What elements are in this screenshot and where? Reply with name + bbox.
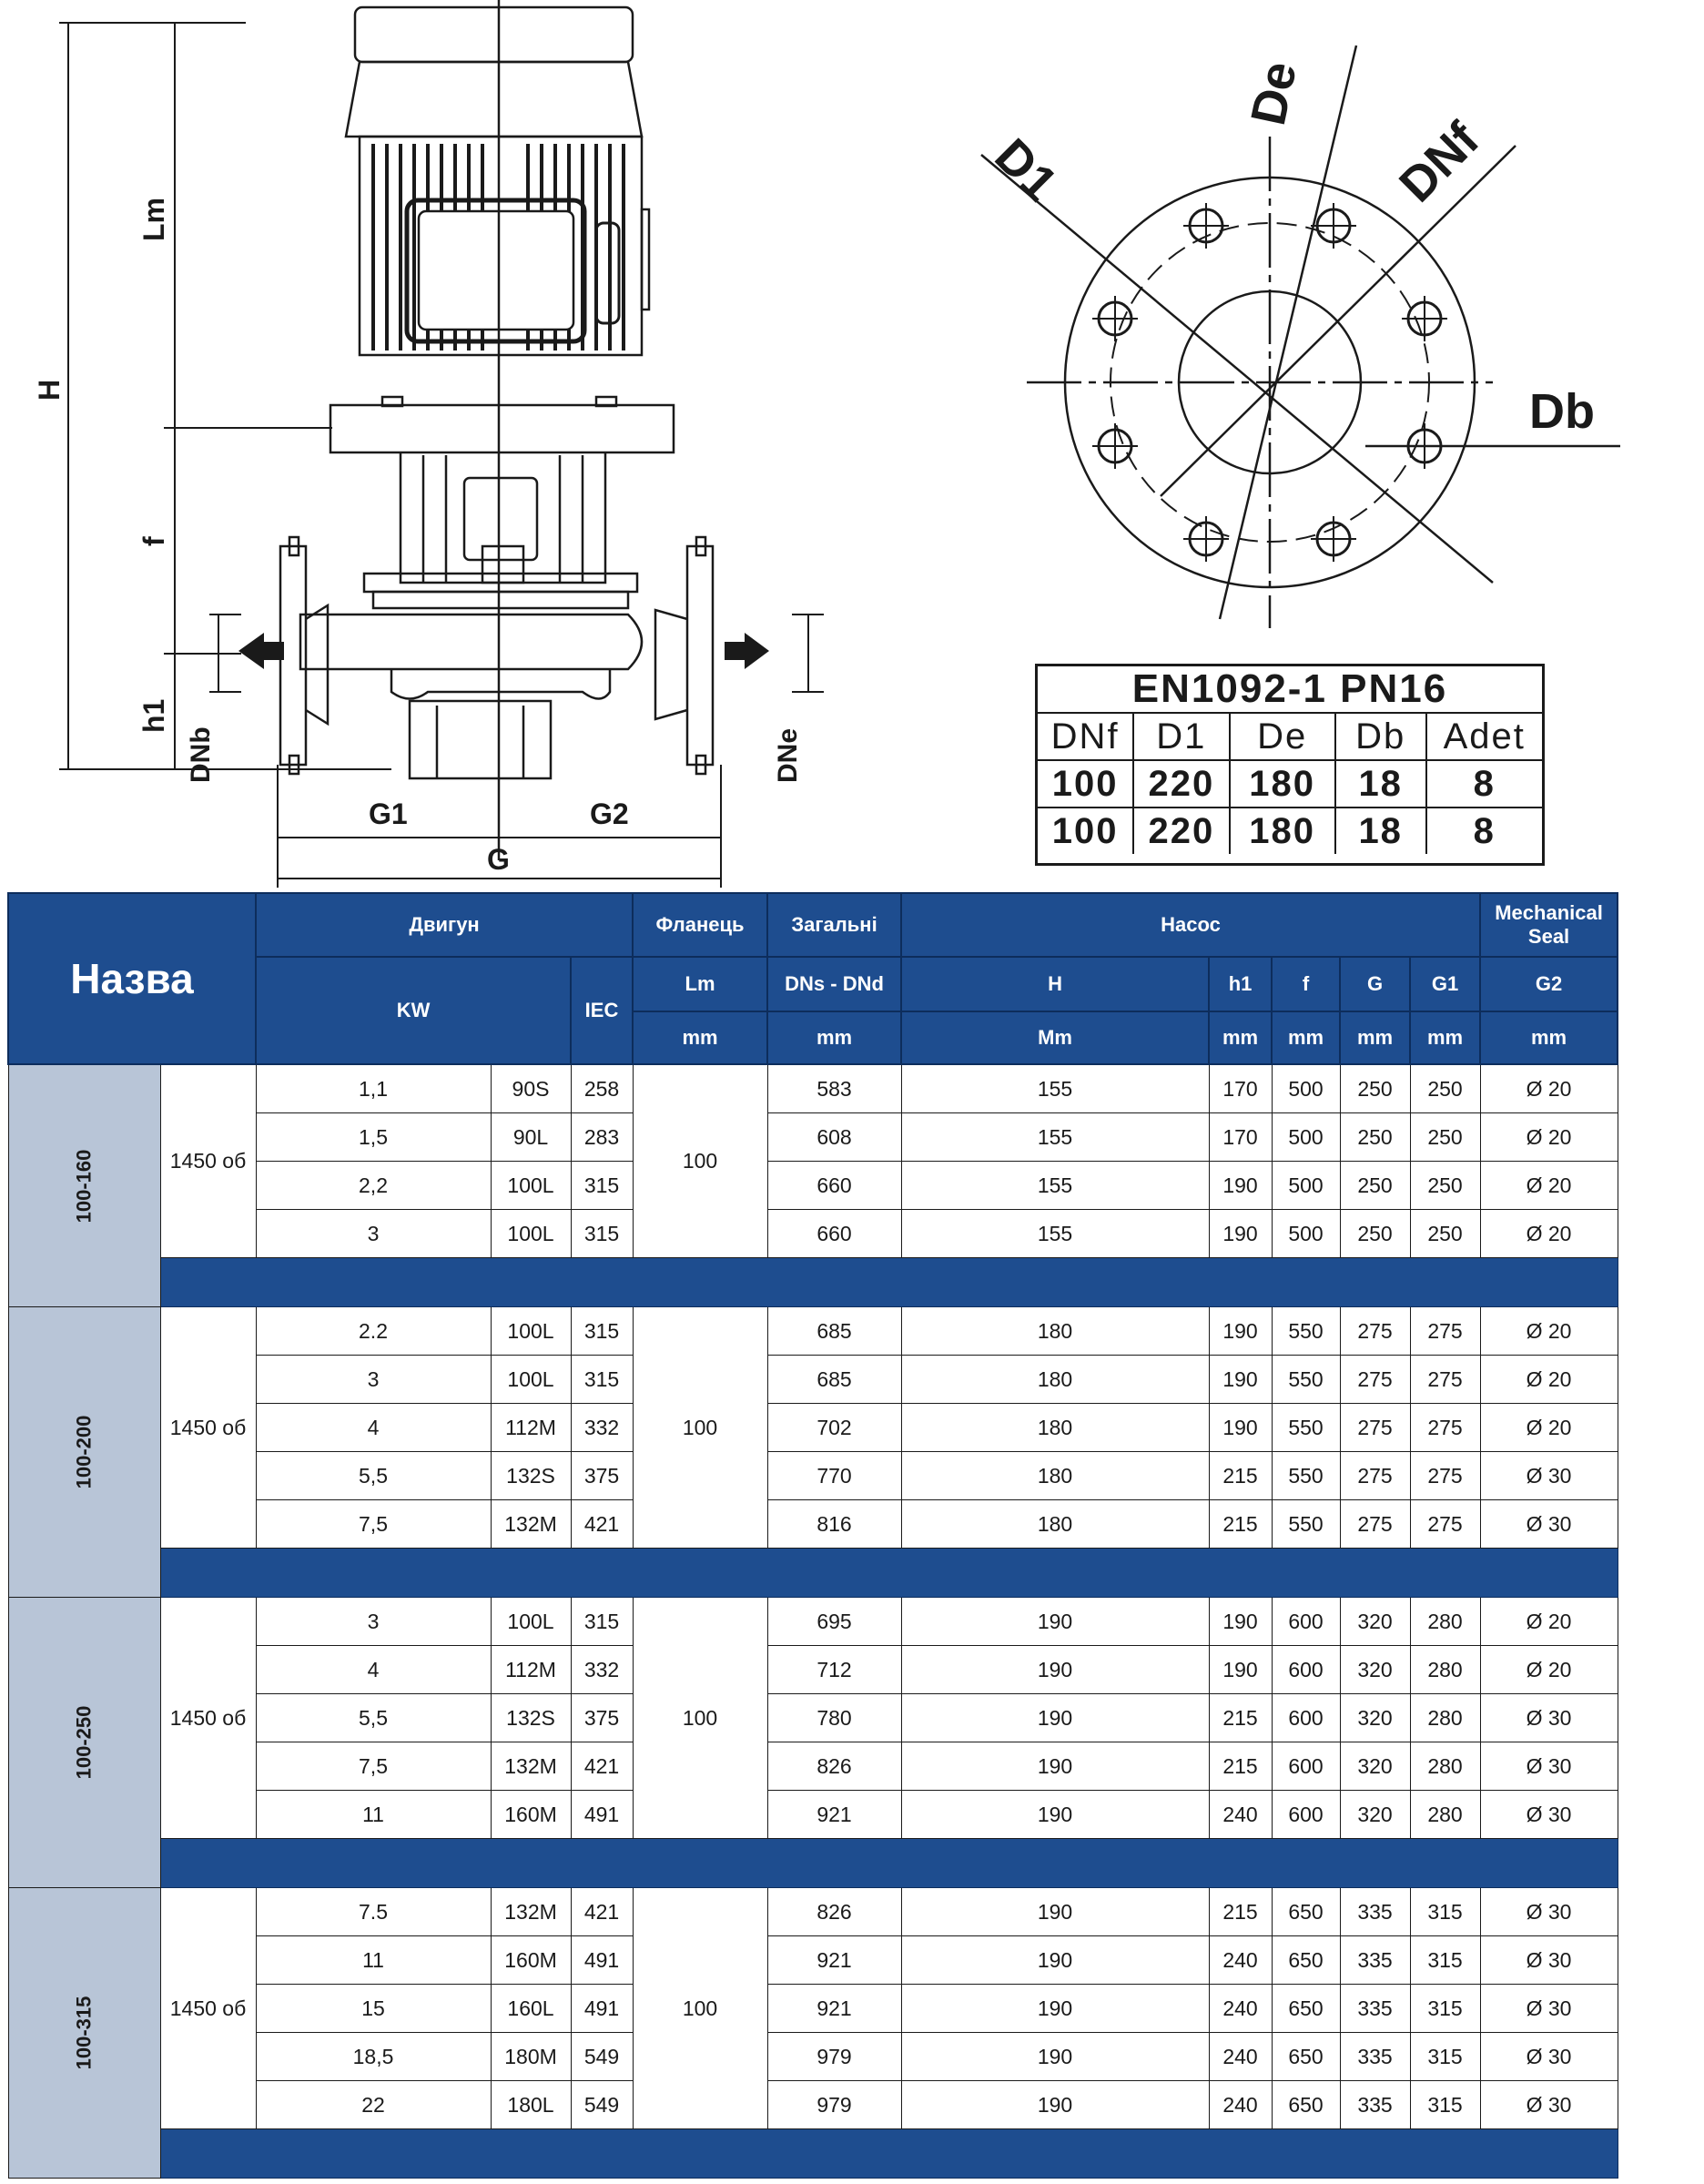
g-cell: 600 xyxy=(1272,1742,1340,1791)
kw-cell: 11 xyxy=(256,1936,491,1985)
h-cell: 695 xyxy=(767,1598,901,1646)
impeller-cell: Ø 30 xyxy=(1480,1742,1618,1791)
f-cell: 215 xyxy=(1209,1500,1272,1549)
header-pump: Насос xyxy=(901,893,1480,957)
iec-cell: 132S xyxy=(491,1452,571,1500)
impeller-cell: Ø 20 xyxy=(1480,1356,1618,1404)
kw-cell: 22 xyxy=(256,2081,491,2129)
speed-cell: 1450 об xyxy=(160,1064,256,1258)
f-cell: 190 xyxy=(1209,1598,1272,1646)
kw-cell: 5,5 xyxy=(256,1452,491,1500)
g-cell: 600 xyxy=(1272,1694,1340,1742)
h-cell: 702 xyxy=(767,1404,901,1452)
kw-cell: 1,5 xyxy=(256,1113,491,1162)
flange-header-d1: D1 xyxy=(1133,714,1229,760)
h-cell: 826 xyxy=(767,1742,901,1791)
iec-cell: 160L xyxy=(491,1985,571,2033)
g-cell: 550 xyxy=(1272,1307,1340,1356)
series-name: 100-315 xyxy=(72,1996,96,2070)
speed-cell: 1450 об xyxy=(160,1598,256,1839)
iec-cell: 132S xyxy=(491,1694,571,1742)
g2-cell: 280 xyxy=(1410,1694,1480,1742)
g1-cell: 275 xyxy=(1340,1356,1410,1404)
lm-cell: 315 xyxy=(571,1307,633,1356)
g-cell: 550 xyxy=(1272,1404,1340,1452)
h1-cell: 190 xyxy=(901,1888,1209,1936)
g2-cell: 250 xyxy=(1410,1064,1480,1113)
separator-bar xyxy=(160,2129,1618,2179)
kw-cell: 5,5 xyxy=(256,1694,491,1742)
g2-cell: 315 xyxy=(1410,1936,1480,1985)
header-g2: G2 xyxy=(1480,957,1618,1011)
header-dns: DNs - DNd xyxy=(767,957,901,1011)
g-cell: 500 xyxy=(1272,1210,1340,1258)
group-separator xyxy=(8,1839,1618,1888)
flange-cell: 180 xyxy=(1230,808,1335,854)
impeller-cell: Ø 30 xyxy=(1480,1936,1618,1985)
g2-cell: 275 xyxy=(1410,1452,1480,1500)
g-cell: 600 xyxy=(1272,1598,1340,1646)
g-cell: 650 xyxy=(1272,1888,1340,1936)
iec-cell: 100L xyxy=(491,1210,571,1258)
flange-cell: 220 xyxy=(1133,760,1229,808)
flange-cell: 220 xyxy=(1133,808,1229,854)
h1-cell: 190 xyxy=(901,1936,1209,1985)
flange-cell: 18 xyxy=(1335,760,1426,808)
speed-cell: 1450 об xyxy=(160,1307,256,1549)
g1-cell: 275 xyxy=(1340,1500,1410,1549)
group-separator xyxy=(8,1549,1618,1598)
g2-cell: 315 xyxy=(1410,2081,1480,2129)
speed-cell: 1450 об xyxy=(160,1888,256,2129)
specs-body xyxy=(8,1064,1618,2179)
h-cell: 583 xyxy=(767,1064,901,1113)
lm-cell: 375 xyxy=(571,1452,633,1500)
g-cell: 650 xyxy=(1272,1936,1340,1985)
g2-cell: 250 xyxy=(1410,1162,1480,1210)
flange-face xyxy=(981,46,1620,628)
f-cell: 170 xyxy=(1209,1113,1272,1162)
iec-cell: 132M xyxy=(491,1742,571,1791)
flange-cell: 18 xyxy=(1335,808,1426,854)
g1-cell: 320 xyxy=(1340,1646,1410,1694)
header-name: Назва xyxy=(8,893,256,1064)
g2-cell: 315 xyxy=(1410,1888,1480,1936)
flange-header-adet: Adet xyxy=(1426,714,1542,760)
lm-cell: 491 xyxy=(571,1985,633,2033)
iec-cell: 100L xyxy=(491,1598,571,1646)
iec-cell: 180L xyxy=(491,2081,571,2129)
lm-cell: 332 xyxy=(571,1404,633,1452)
g1-cell: 250 xyxy=(1340,1162,1410,1210)
iec-cell: 112M xyxy=(491,1404,571,1452)
g1-cell: 275 xyxy=(1340,1307,1410,1356)
h1-cell: 155 xyxy=(901,1064,1209,1113)
flange-header-db: Db xyxy=(1335,714,1426,760)
pump-volute xyxy=(300,615,642,669)
f-cell: 190 xyxy=(1209,1307,1272,1356)
table-row xyxy=(8,1064,1618,1113)
g2-cell: 275 xyxy=(1410,1356,1480,1404)
impeller-cell: Ø 30 xyxy=(1480,2033,1618,2081)
h-cell: 660 xyxy=(767,1210,901,1258)
kw-cell: 18,5 xyxy=(256,2033,491,2081)
g2-cell: 315 xyxy=(1410,1985,1480,2033)
dn-cell: 100 xyxy=(633,1888,767,2129)
header-kw: KW xyxy=(256,957,571,1064)
impeller-cell: Ø 20 xyxy=(1480,1404,1618,1452)
g-cell: 650 xyxy=(1272,1985,1340,2033)
dn-cell: 100 xyxy=(633,1598,767,1839)
lm-cell: 549 xyxy=(571,2033,633,2081)
inlet-arrow-icon xyxy=(745,633,769,669)
flange-cell: 8 xyxy=(1426,808,1542,854)
g1-cell: 335 xyxy=(1340,1936,1410,1985)
iec-cell: 112M xyxy=(491,1646,571,1694)
h1-cell: 180 xyxy=(901,1307,1209,1356)
dim-G2-label: G2 xyxy=(590,797,629,830)
h-cell: 660 xyxy=(767,1162,901,1210)
unit-g: mm xyxy=(1340,1011,1410,1064)
right-flange xyxy=(687,546,713,765)
g2-cell: 280 xyxy=(1410,1598,1480,1646)
technical-drawing xyxy=(0,0,1624,892)
g-cell: 650 xyxy=(1272,2033,1340,2081)
h-cell: 608 xyxy=(767,1113,901,1162)
iec-cell: 180M xyxy=(491,2033,571,2081)
lm-cell: 315 xyxy=(571,1210,633,1258)
separator-bar xyxy=(160,1549,1618,1598)
f-cell: 190 xyxy=(1209,1646,1272,1694)
dn-cell: 100 xyxy=(633,1307,767,1549)
series-name: 100-250 xyxy=(72,1705,96,1780)
f-cell: 190 xyxy=(1209,1356,1272,1404)
iec-cell: 160M xyxy=(491,1936,571,1985)
group-separator xyxy=(8,1258,1618,1307)
dim-DNb-label: DNb xyxy=(186,726,216,783)
lm-cell: 332 xyxy=(571,1646,633,1694)
unit-g1: mm xyxy=(1410,1011,1480,1064)
header-flange: Фланець xyxy=(633,893,767,957)
h1-cell: 155 xyxy=(901,1113,1209,1162)
g1-cell: 335 xyxy=(1340,1985,1410,2033)
f-cell: 190 xyxy=(1209,1404,1272,1452)
group-separator xyxy=(8,2129,1618,2179)
series-name-cell xyxy=(8,1064,160,1307)
series-name-cell xyxy=(8,1307,160,1598)
lm-cell: 315 xyxy=(571,1162,633,1210)
g-cell: 500 xyxy=(1272,1064,1340,1113)
dim-h1-label: h1 xyxy=(137,698,170,733)
h1-cell: 190 xyxy=(901,1694,1209,1742)
motor-cap xyxy=(355,7,633,62)
impeller-cell: Ø 20 xyxy=(1480,1113,1618,1162)
g-cell: 550 xyxy=(1272,1356,1340,1404)
dim-G1-label: G1 xyxy=(369,797,408,830)
h1-cell: 180 xyxy=(901,1356,1209,1404)
lm-cell: 258 xyxy=(571,1064,633,1113)
kw-cell: 4 xyxy=(256,1404,491,1452)
table-row xyxy=(8,1888,1618,1936)
motor-flange xyxy=(330,405,674,452)
dn-cell: 100 xyxy=(633,1064,767,1258)
f-cell: 240 xyxy=(1209,1791,1272,1839)
h1-cell: 180 xyxy=(901,1404,1209,1452)
g1-cell: 250 xyxy=(1340,1210,1410,1258)
impeller-cell: Ø 20 xyxy=(1480,1598,1618,1646)
kw-cell: 3 xyxy=(256,1598,491,1646)
g2-cell: 275 xyxy=(1410,1404,1480,1452)
flange-standard-title: EN1092-1 PN16 xyxy=(1038,666,1542,714)
dim-f-label: f xyxy=(137,536,170,546)
h-cell: 921 xyxy=(767,1791,901,1839)
g2-cell: 280 xyxy=(1410,1791,1480,1839)
g2-cell: 280 xyxy=(1410,1742,1480,1791)
iec-cell: 90L xyxy=(491,1113,571,1162)
unit-h: Mm xyxy=(901,1011,1209,1064)
dim-H-label: H xyxy=(33,379,66,401)
g2-cell: 275 xyxy=(1410,1307,1480,1356)
impeller-cell: Ø 30 xyxy=(1480,1888,1618,1936)
h-cell: 921 xyxy=(767,1936,901,1985)
left-flange xyxy=(280,546,306,765)
flange-cell: 8 xyxy=(1426,760,1542,808)
lm-cell: 491 xyxy=(571,1936,633,1985)
f-cell: 240 xyxy=(1209,1985,1272,2033)
DNf-label: DNf xyxy=(1389,112,1490,213)
g2-cell: 280 xyxy=(1410,1646,1480,1694)
g1-cell: 250 xyxy=(1340,1113,1410,1162)
h-cell: 685 xyxy=(767,1356,901,1404)
header-h: H xyxy=(901,957,1209,1011)
kw-cell: 2,2 xyxy=(256,1162,491,1210)
kw-cell: 15 xyxy=(256,1985,491,2033)
g1-cell: 335 xyxy=(1340,2081,1410,2129)
impeller-cell: Ø 30 xyxy=(1480,1452,1618,1500)
kw-cell: 7,5 xyxy=(256,1500,491,1549)
g1-cell: 320 xyxy=(1340,1694,1410,1742)
flange-row xyxy=(1038,760,1542,808)
h-cell: 826 xyxy=(767,1888,901,1936)
g1-cell: 320 xyxy=(1340,1742,1410,1791)
h-cell: 685 xyxy=(767,1307,901,1356)
g1-cell: 320 xyxy=(1340,1791,1410,1839)
h1-cell: 180 xyxy=(901,1452,1209,1500)
lm-cell: 375 xyxy=(571,1694,633,1742)
h1-cell: 190 xyxy=(901,1985,1209,2033)
kw-cell: 3 xyxy=(256,1356,491,1404)
h1-cell: 190 xyxy=(901,2033,1209,2081)
h-cell: 921 xyxy=(767,1985,901,2033)
g1-cell: 275 xyxy=(1340,1452,1410,1500)
f-cell: 215 xyxy=(1209,1742,1272,1791)
kw-cell: 7.5 xyxy=(256,1888,491,1936)
g2-cell: 250 xyxy=(1410,1113,1480,1162)
lm-cell: 315 xyxy=(571,1598,633,1646)
header-f: f xyxy=(1272,957,1340,1011)
Db-label: Db xyxy=(1529,384,1595,439)
lm-cell: 421 xyxy=(571,1888,633,1936)
h1-cell: 190 xyxy=(901,2081,1209,2129)
h1-cell: 190 xyxy=(901,1742,1209,1791)
lm-cell: 315 xyxy=(571,1356,633,1404)
g1-cell: 335 xyxy=(1340,1888,1410,1936)
h-cell: 770 xyxy=(767,1452,901,1500)
h1-cell: 190 xyxy=(901,1791,1209,1839)
iec-cell: 160M xyxy=(491,1791,571,1839)
g2-cell: 275 xyxy=(1410,1500,1480,1549)
pump-specs-table: Назва Двигун Фланець Загальні Насос Mechanical Seal KW IEC Lm DNs - DNd H h1 f G G1 G2 Nominal Impeller Diameter mm mm Mm mm mm mm mm mm 100-160 1450 об 1,1 90S 258 100 583 155 170 500 250 250 Ø 20 1,5 90L 283 608 155 170 500 250 250 Ø 20 2,2 100L 315 660 155 190 500 250 250 Ø 20 3 100L 315 660 155 190 500 250 250 Ø 20 100-200 1450 об 2.2 100L 315 100 685 180 190 550 275 275 Ø 20 3 100L 315 685 180 190 550 275 275 Ø 20 4 112M 332 702 180 190 550 275 275 Ø 20 5,5 132S 375 770 180 215 550 275 275 Ø 30 7,5 132M 421 816 180 215 550 275 275 Ø 30 100-250 1450 об 3 100L 315 100 695 190 190 600 320 280 Ø 20 4 112M 332 712 190 190 600 320 280 Ø 20 5,5 132S 375 780 190 215 600 320 280 Ø 30 7,5 132M 421 826 190 215 600 320 280 Ø 30 11 160M 491 921 190 240 600 320 280 Ø 30 100-315 1450 об 7.5 132M 421 100 826 190 215 650 335 315 Ø 30 11 160M 491 921 190 240 650 335 315 Ø 30 15 160L 491 921 190 240 650 335 315 Ø 30 18,5 180M 549 979 190 240 650 335 315 Ø 30 22 180L 549 979 190 240 650 335 315 Ø 30 xyxy=(7,892,1618,2179)
dim-G-label: G xyxy=(487,843,510,876)
g1-cell: 335 xyxy=(1340,2033,1410,2081)
impeller-cell: Ø 30 xyxy=(1480,1500,1618,1549)
h1-cell: 155 xyxy=(901,1210,1209,1258)
g-cell: 600 xyxy=(1272,1791,1340,1839)
header-g: G xyxy=(1340,957,1410,1011)
impeller-cell: Ø 20 xyxy=(1480,1162,1618,1210)
g1-cell: 250 xyxy=(1340,1064,1410,1113)
kw-cell: 7,5 xyxy=(256,1742,491,1791)
kw-cell: 2.2 xyxy=(256,1307,491,1356)
f-cell: 215 xyxy=(1209,1694,1272,1742)
iec-cell: 100L xyxy=(491,1307,571,1356)
header-g1: G1 xyxy=(1410,957,1480,1011)
g-cell: 650 xyxy=(1272,2081,1340,2129)
g1-cell: 275 xyxy=(1340,1404,1410,1452)
unit-lm: mm xyxy=(633,1011,767,1064)
separator-bar xyxy=(160,1839,1618,1888)
g-cell: 600 xyxy=(1272,1646,1340,1694)
impeller-cell: Ø 20 xyxy=(1480,1210,1618,1258)
f-cell: 240 xyxy=(1209,1936,1272,1985)
f-cell: 240 xyxy=(1209,2033,1272,2081)
flange-header-dnf: DNf xyxy=(1038,714,1133,760)
header-h1: h1 xyxy=(1209,957,1272,1011)
lm-cell: 421 xyxy=(571,1742,633,1791)
lm-cell: 549 xyxy=(571,2081,633,2129)
f-cell: 170 xyxy=(1209,1064,1272,1113)
kw-cell: 11 xyxy=(256,1791,491,1839)
h-cell: 979 xyxy=(767,2081,901,2129)
iec-cell: 132M xyxy=(491,1500,571,1549)
header-iec: IEC xyxy=(571,957,633,1064)
f-cell: 240 xyxy=(1209,2081,1272,2129)
header-lm: Lm xyxy=(633,957,767,1011)
g-cell: 500 xyxy=(1272,1162,1340,1210)
flange-header-de: De xyxy=(1230,714,1335,760)
unit-g2: mm xyxy=(1480,1011,1618,1064)
table-row xyxy=(8,1598,1618,1646)
h1-cell: 180 xyxy=(901,1500,1209,1549)
f-cell: 215 xyxy=(1209,1452,1272,1500)
g1-cell: 320 xyxy=(1340,1598,1410,1646)
kw-cell: 3 xyxy=(256,1210,491,1258)
impeller-cell: Ø 20 xyxy=(1480,1307,1618,1356)
series-name: 100-160 xyxy=(72,1149,96,1223)
impeller-cell: Ø 30 xyxy=(1480,1791,1618,1839)
g2-cell: 315 xyxy=(1410,2033,1480,2081)
unit-h1: mm xyxy=(1209,1011,1272,1064)
h-cell: 780 xyxy=(767,1694,901,1742)
h-cell: 712 xyxy=(767,1646,901,1694)
header-seal: Mechanical Seal xyxy=(1480,893,1618,957)
unit-f: mm xyxy=(1272,1011,1340,1064)
iec-cell: 90S xyxy=(491,1064,571,1113)
f-cell: 190 xyxy=(1209,1210,1272,1258)
flange-row xyxy=(1038,808,1542,854)
lm-cell: 421 xyxy=(571,1500,633,1549)
impeller-cell: Ø 20 xyxy=(1480,1064,1618,1113)
D1-label: D1 xyxy=(984,128,1068,212)
g-cell: 550 xyxy=(1272,1500,1340,1549)
dim-DNe-label: DNe xyxy=(773,727,803,783)
lm-cell: 283 xyxy=(571,1113,633,1162)
impeller-cell: Ø 30 xyxy=(1480,1985,1618,2033)
flange-cell: 100 xyxy=(1038,808,1133,854)
h-cell: 979 xyxy=(767,2033,901,2081)
h1-cell: 190 xyxy=(901,1646,1209,1694)
dim-Lm-label: Lm xyxy=(137,198,170,241)
iec-cell: 100L xyxy=(491,1356,571,1404)
h-cell: 816 xyxy=(767,1500,901,1549)
impeller-cell: Ø 30 xyxy=(1480,2081,1618,2129)
outlet-arrow-icon xyxy=(238,633,264,669)
g-cell: 550 xyxy=(1272,1452,1340,1500)
De-label: De xyxy=(1241,56,1308,130)
series-name-cell xyxy=(8,1888,160,2179)
header-general: Загальні xyxy=(767,893,901,957)
series-name-cell xyxy=(8,1598,160,1888)
flange-cell: 180 xyxy=(1230,760,1335,808)
motor-top xyxy=(346,62,642,137)
g2-cell: 250 xyxy=(1410,1210,1480,1258)
lm-cell: 491 xyxy=(571,1791,633,1839)
kw-cell: 4 xyxy=(256,1646,491,1694)
unit-dns: mm xyxy=(767,1011,901,1064)
separator-bar xyxy=(160,1258,1618,1307)
h1-cell: 155 xyxy=(901,1162,1209,1210)
series-name: 100-200 xyxy=(72,1415,96,1489)
flange-cell: 100 xyxy=(1038,760,1133,808)
iec-cell: 132M xyxy=(491,1888,571,1936)
iec-cell: 100L xyxy=(491,1162,571,1210)
f-cell: 215 xyxy=(1209,1888,1272,1936)
kw-cell: 1,1 xyxy=(256,1064,491,1113)
impeller-cell: Ø 20 xyxy=(1480,1646,1618,1694)
h1-cell: 190 xyxy=(901,1598,1209,1646)
f-cell: 190 xyxy=(1209,1162,1272,1210)
table-row xyxy=(8,1307,1618,1356)
g-cell: 500 xyxy=(1272,1113,1340,1162)
impeller-cell: Ø 30 xyxy=(1480,1694,1618,1742)
flange-standard-table xyxy=(1035,664,1545,866)
header-motor: Двигун xyxy=(256,893,633,957)
